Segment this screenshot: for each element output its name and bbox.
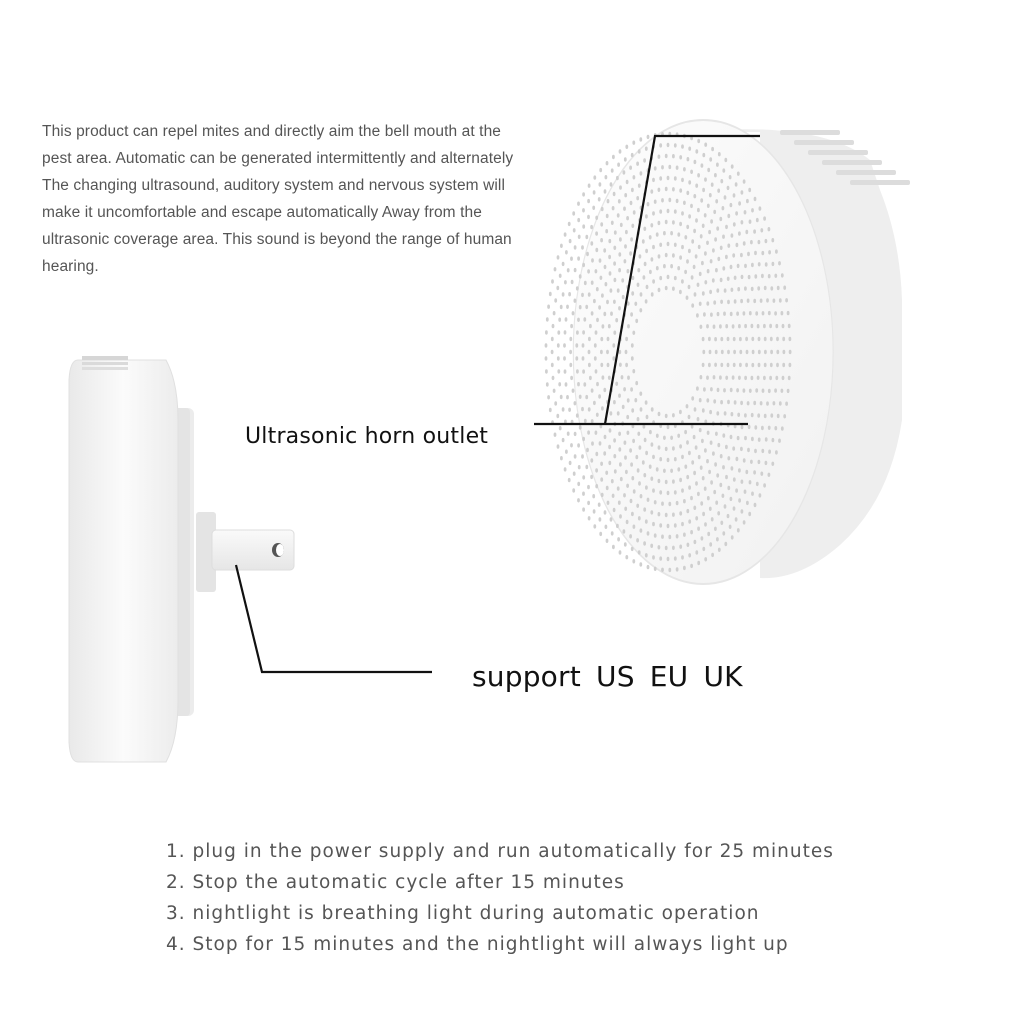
device-front-view [545, 120, 910, 584]
device-side-view [69, 356, 294, 762]
operation-steps [166, 836, 834, 960]
step-item: 2. Stop the automatic cycle after 15 minutes [166, 872, 625, 893]
plug-support-label: support US EU UK [472, 660, 743, 693]
step-item: 1. plug in the power supply and run automatically for 25 minutes [166, 841, 834, 862]
step-item: 3. nightlight is breathing light during automatic operation [166, 903, 760, 924]
product-description: This product can repel mites and directly aim the bell mouth at the pest area. Automatic can be generated intermittently and alternately The changing ultrasound, auditory system and nervous system will make it uncomfortable and escape automatically Away from the ultrasonic coverage area. This sound is beyond the range of human hearing. [42, 123, 514, 275]
plug-prong [212, 530, 294, 570]
plug-callout-line [236, 565, 432, 672]
step-item: 4. Stop for 15 minutes and the nightlight will always light up [166, 934, 789, 955]
horn-outlet-label: Ultrasonic horn outlet [245, 424, 489, 449]
